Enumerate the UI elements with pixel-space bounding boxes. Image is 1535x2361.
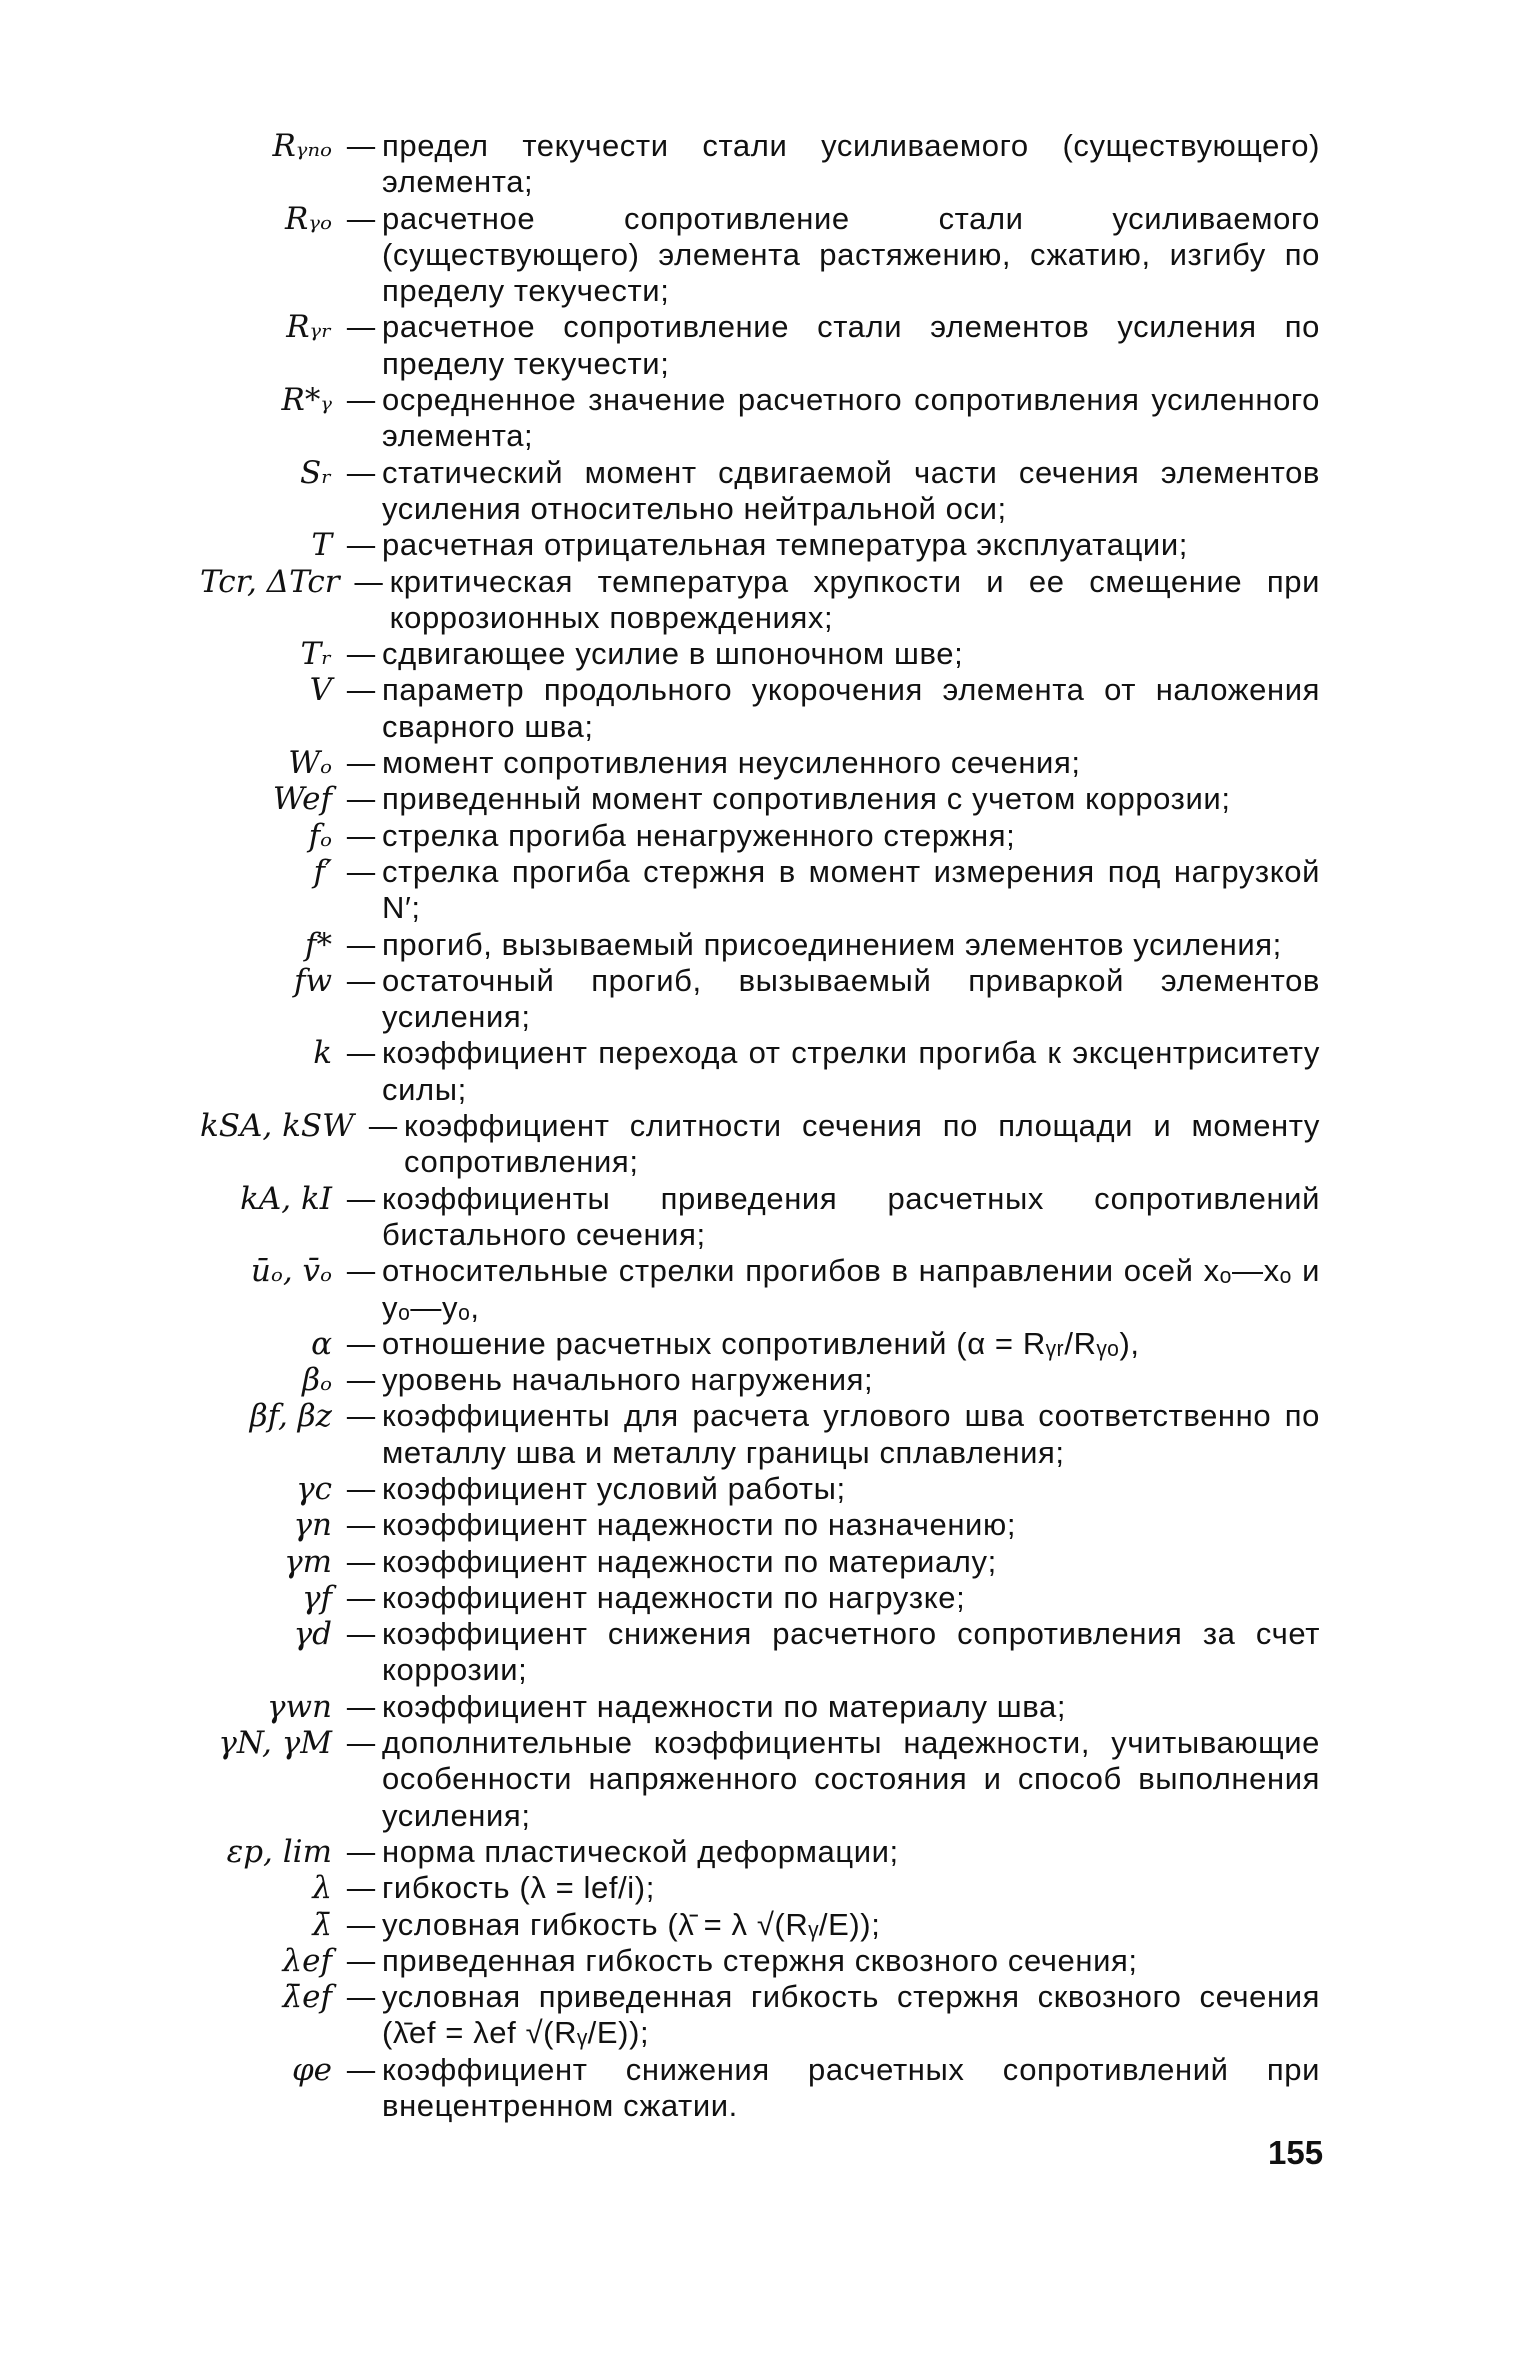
entry-symbol: λ̄ bbox=[312, 1906, 332, 1943]
entry-definition: коэффициент условий работы; bbox=[382, 1470, 846, 1506]
glossary-entry bbox=[200, 1616, 1320, 1689]
entry-dash: — bbox=[345, 1906, 377, 1943]
glossary-entry bbox=[200, 1035, 1320, 1108]
glossary-entry bbox=[200, 1471, 1320, 1507]
entry-definition: коэффициент снижения расчетного сопротивления за счет коррозии; bbox=[382, 1616, 1320, 1688]
glossary-entry bbox=[200, 1398, 1320, 1471]
entry-symbol: Sᵣ bbox=[300, 454, 332, 491]
entry-definition: отношение расчетных сопротивлений (α = Rᵧᵣ/Rᵧₒ), bbox=[382, 1325, 1140, 1361]
glossary-entry bbox=[200, 854, 1320, 927]
entry-symbol: βf, βz bbox=[249, 1398, 332, 1435]
entry-definition: коэффициент снижения расчетных сопротивлений при внецентренном сжатии. bbox=[382, 2051, 1320, 2124]
glossary-entry bbox=[200, 1326, 1320, 1362]
entry-symbol: f* bbox=[305, 926, 332, 963]
entry-definition: дополнительные коэффициенты надежности, учитывающие особенности напряженного состояния и способ выполнения усиления; bbox=[382, 1725, 1320, 1833]
entry-dash: — bbox=[345, 1942, 377, 1979]
glossary-entry bbox=[200, 1507, 1320, 1543]
entry-symbol: λ̄ef bbox=[282, 1979, 332, 2016]
entry-definition: параметр продольного укорочения элемента от наложения сварного шва; bbox=[382, 672, 1320, 744]
entry-dash: — bbox=[345, 1688, 377, 1725]
glossary-entry bbox=[200, 1580, 1320, 1616]
glossary-entry bbox=[200, 1725, 1320, 1834]
entry-symbol: φe bbox=[291, 2051, 332, 2088]
entry-definition: статический момент сдвигаемой части сечения элементов усиления относительно нейтральной оси; bbox=[382, 454, 1320, 526]
glossary-entry bbox=[200, 1362, 1320, 1398]
entry-dash: — bbox=[345, 382, 377, 419]
entry-symbol: T bbox=[311, 527, 332, 564]
entry-dash: — bbox=[345, 926, 377, 963]
entry-definition: расчетное сопротивление стали усиливаемого (существующего) элемента растяжению, сжатию, изгибу по пределу текучести; bbox=[382, 200, 1320, 309]
entry-definition: коэффициент надежности по назначению; bbox=[382, 1507, 1017, 1543]
entry-symbol: γc bbox=[296, 1470, 332, 1507]
glossary-entry bbox=[200, 1979, 1320, 2052]
entry-symbol: fw bbox=[293, 962, 332, 999]
entry-definition: условная приведенная гибкость стержня сквозного сечения (λ̄ef = λef √(Rᵧ/E)); bbox=[382, 1979, 1320, 2051]
entry-definition: относительные стрелки прогибов в направлении осей xₒ—xₒ и yₒ—yₒ, bbox=[382, 1253, 1320, 1325]
entry-definition: коэффициент надежности по материалу; bbox=[382, 1543, 997, 1579]
entry-definition: сдвигающее усилие в шпоночном шве; bbox=[382, 636, 964, 672]
entry-dash: — bbox=[345, 672, 377, 709]
entry-symbol: ūₒ, v̄ₒ bbox=[250, 1253, 332, 1290]
entry-symbol: Rᵧₙₒ bbox=[272, 128, 332, 164]
entry-dash: — bbox=[345, 1325, 377, 1362]
glossary-entry bbox=[200, 564, 1320, 637]
entry-symbol: γf bbox=[301, 1579, 332, 1616]
entry-definition: норма пластической деформации; bbox=[382, 1833, 899, 1869]
entry-dash: — bbox=[345, 781, 377, 818]
entry-dash: — bbox=[367, 1108, 399, 1145]
glossary-entry bbox=[200, 382, 1320, 455]
entry-dash: — bbox=[345, 1253, 377, 1290]
entry-definition: коэффициент надежности по нагрузке; bbox=[382, 1579, 966, 1615]
entry-dash: — bbox=[345, 1725, 377, 1762]
glossary-entry bbox=[200, 1907, 1320, 1943]
entry-definition: коэффициент перехода от стрелки прогиба к эксцентриситету силы; bbox=[382, 1035, 1320, 1107]
entry-symbol: fₒ bbox=[308, 817, 332, 854]
entry-definition: коэффициент надежности по материалу шва; bbox=[382, 1688, 1067, 1724]
glossary-entry bbox=[200, 1108, 1320, 1181]
entry-symbol: R*ᵧ bbox=[281, 382, 332, 419]
entry-dash: — bbox=[353, 563, 385, 600]
entry-dash: — bbox=[345, 1979, 377, 2016]
entry-dash: — bbox=[345, 454, 377, 491]
entry-symbol: kSA, kSW bbox=[200, 1108, 355, 1145]
entry-definition: условная гибкость (λ̄ = λ √(Rᵧ/E)); bbox=[382, 1906, 881, 1942]
entry-symbol: εp, lim bbox=[226, 1833, 332, 1870]
entry-definition: расчетная отрицательная температура эксплуатации; bbox=[382, 527, 1188, 563]
entry-symbol: λef bbox=[282, 1942, 332, 1979]
entry-symbol: Rᵧₒ bbox=[285, 200, 332, 237]
glossary-entry bbox=[200, 818, 1320, 854]
glossary-entry bbox=[200, 927, 1320, 963]
entry-definition: гибкость (λ = lef/i); bbox=[382, 1870, 655, 1906]
glossary-entry bbox=[200, 636, 1320, 672]
entry-dash: — bbox=[345, 1470, 377, 1507]
entry-dash: — bbox=[345, 1035, 377, 1072]
glossary-entry bbox=[200, 1181, 1320, 1254]
entry-dash: — bbox=[345, 2051, 377, 2088]
entry-dash: — bbox=[345, 636, 377, 673]
entry-dash: — bbox=[345, 1398, 377, 1435]
entry-dash: — bbox=[345, 817, 377, 854]
glossary-entry bbox=[200, 672, 1320, 745]
entry-symbol: Wₒ bbox=[288, 745, 332, 782]
entry-definition: осредненное значение расчетного сопротивления усиленного элемента; bbox=[382, 382, 1320, 454]
glossary-entry bbox=[200, 309, 1320, 382]
glossary-entry bbox=[200, 455, 1320, 528]
entry-dash: — bbox=[345, 1180, 377, 1217]
entry-dash: — bbox=[345, 962, 377, 999]
entry-dash: — bbox=[345, 309, 377, 346]
entry-symbol: Rᵧᵣ bbox=[286, 309, 332, 346]
entry-definition: критическая температура хрупкости и ее смещение при коррозионных повреждениях; bbox=[389, 563, 1320, 635]
entry-dash: — bbox=[345, 745, 377, 782]
entry-dash: — bbox=[345, 1362, 377, 1399]
entry-dash: — bbox=[345, 527, 377, 564]
entry-symbol: γwn bbox=[266, 1688, 332, 1725]
glossary-entry bbox=[200, 963, 1320, 1036]
glossary-entry bbox=[200, 1943, 1320, 1979]
glossary-entry bbox=[200, 1689, 1320, 1725]
entry-dash: — bbox=[345, 1543, 377, 1580]
entry-dash: — bbox=[345, 1616, 377, 1653]
entry-symbol: Tcr, ΔTcr bbox=[200, 563, 340, 600]
entry-symbol: γN, γM bbox=[218, 1725, 332, 1762]
glossary-entry bbox=[200, 128, 1320, 201]
glossary-entry bbox=[200, 745, 1320, 781]
entry-symbol: Tᵣ bbox=[300, 636, 332, 673]
entry-symbol: α bbox=[311, 1325, 332, 1362]
symbol-glossary bbox=[200, 128, 1320, 2124]
entry-dash: — bbox=[345, 1579, 377, 1616]
glossary-entry bbox=[200, 527, 1320, 563]
entry-definition: предел текучести стали усиливаемого (существующего) элемента; bbox=[382, 128, 1320, 200]
entry-definition: момент сопротивления неусиленного сечения; bbox=[382, 745, 1081, 781]
entry-symbol: λ bbox=[312, 1870, 332, 1907]
entry-dash: — bbox=[345, 1833, 377, 1870]
glossary-entry bbox=[200, 1870, 1320, 1906]
entry-dash: — bbox=[345, 200, 377, 237]
entry-definition: коэффициент слитности сечения по площади и моменту сопротивления; bbox=[404, 1108, 1320, 1180]
glossary-entry bbox=[200, 1253, 1320, 1326]
entry-symbol: V bbox=[309, 672, 332, 709]
entry-dash: — bbox=[345, 1507, 377, 1544]
entry-symbol: kA, kI bbox=[240, 1180, 332, 1217]
entry-dash: — bbox=[345, 128, 377, 164]
entry-definition: стрелка прогиба стержня в момент измерения под нагрузкой N′; bbox=[382, 853, 1320, 926]
entry-symbol: βₒ bbox=[302, 1362, 332, 1399]
entry-definition: коэффициенты для расчета углового шва соответственно по металлу шва и металлу границы сплавления; bbox=[382, 1398, 1320, 1470]
glossary-entry bbox=[200, 1834, 1320, 1870]
entry-definition: уровень начального нагружения; bbox=[382, 1362, 874, 1398]
entry-symbol: k bbox=[313, 1035, 332, 1072]
page-number: 155 bbox=[1268, 2134, 1324, 2171]
entry-symbol: Wef bbox=[272, 781, 332, 818]
glossary-entry bbox=[200, 781, 1320, 817]
entry-definition: прогиб, вызываемый присоединением элементов усиления; bbox=[382, 926, 1282, 962]
glossary-entry bbox=[200, 201, 1320, 310]
entry-symbol: γd bbox=[293, 1616, 332, 1653]
entry-definition: приведенный момент сопротивления с учетом коррозии; bbox=[382, 781, 1231, 817]
entry-definition: остаточный прогиб, вызываемый приваркой элементов усиления; bbox=[382, 962, 1320, 1035]
glossary-entry bbox=[200, 2052, 1320, 2125]
entry-symbol: γm bbox=[284, 1543, 332, 1580]
entry-dash: — bbox=[345, 1870, 377, 1907]
entry-symbol: f′ bbox=[313, 853, 332, 890]
entry-dash: — bbox=[345, 853, 377, 890]
entry-symbol: γn bbox=[293, 1507, 332, 1544]
entry-definition: коэффициенты приведения расчетных сопротивлений бистального сечения; bbox=[382, 1180, 1320, 1252]
glossary-entry bbox=[200, 1544, 1320, 1580]
entry-definition: расчетное сопротивление стали элементов усиления по пределу текучести; bbox=[382, 309, 1320, 381]
entry-definition: приведенная гибкость стержня сквозного сечения; bbox=[382, 1942, 1138, 1978]
entry-definition: стрелка прогиба ненагруженного стержня; bbox=[382, 817, 1016, 853]
